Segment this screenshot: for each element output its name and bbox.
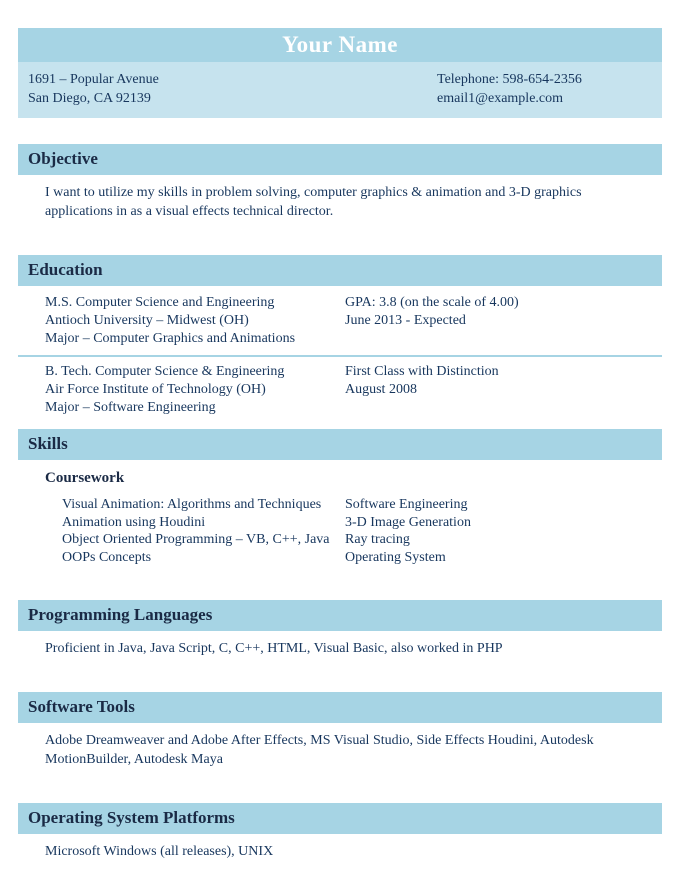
section-title: Programming Languages (28, 605, 213, 624)
section-title: Objective (28, 149, 98, 168)
skills-columns (18, 496, 662, 566)
os-platforms-body: Microsoft Windows (all releases), UNIX (45, 844, 274, 859)
skill-item: Operating System (345, 549, 446, 565)
edu-school: Air Force Institute of Technology (OH) (45, 382, 266, 397)
section-header-programming-languages (18, 600, 662, 631)
address-line-2: San Diego, CA 92139 (28, 91, 151, 106)
section-header-skills (18, 429, 662, 460)
edu-degree: B. Tech. Computer Science & Engineering (45, 364, 285, 379)
section-header-education (18, 255, 662, 286)
section-title: Skills (28, 434, 68, 453)
skill-item: Ray tracing (345, 532, 410, 547)
person-name: Your Name (282, 32, 398, 57)
skill-item: 3-D Image Generation (345, 514, 471, 530)
education-entry-1 (18, 294, 662, 348)
edu-date: June 2013 - Expected (345, 313, 466, 328)
edu-date: August 2008 (345, 382, 417, 397)
skill-item: Animation using Houdini (62, 514, 206, 530)
email: email1@example.com (437, 91, 564, 106)
programming-languages-body: Proficient in Java, Java Script, C, C++, HTML, Visual Basic, also worked in PHP (45, 641, 503, 656)
skills-left-column (62, 496, 345, 566)
objective-body: I want to utilize my skills in problem solving, computer graphics & animation and 3-D graphics applications in as a visual effects technical director. (45, 185, 582, 219)
education-entry-left (45, 294, 345, 348)
edu-degree: M.S. Computer Science and Engineering (45, 295, 275, 310)
edu-major: Major – Computer Graphics and Animations (45, 331, 296, 346)
skill-item: Software Engineering (345, 497, 468, 512)
education-entry-right (345, 363, 662, 417)
contact-phone-email (437, 70, 652, 108)
section-header-software-tools (18, 692, 662, 723)
name-band (18, 28, 662, 62)
section-header-os-platforms (18, 803, 662, 834)
skill-item: OOPs Concepts (62, 549, 152, 565)
skills-right-column (345, 496, 662, 566)
coursework-subheading: Coursework (45, 470, 125, 486)
section-title: Education (28, 260, 103, 279)
education-entry-2 (18, 363, 662, 417)
phone: Telephone: 598-654-2356 (437, 72, 582, 87)
section-title: Software Tools (28, 697, 135, 716)
edu-honors: First Class with Distinction (345, 364, 499, 379)
address-line-1: 1691 – Popular Avenue (28, 72, 159, 87)
skill-item: Visual Animation: Algorithms and Techniques (62, 497, 322, 512)
edu-gpa: GPA: 3.8 (on the scale of 4.00) (345, 295, 519, 310)
section-title: Operating System Platforms (28, 808, 235, 827)
education-entry-right (345, 294, 662, 348)
education-entry-left (45, 363, 345, 417)
education-divider (18, 355, 662, 357)
section-header-objective (18, 144, 662, 175)
contact-strip (18, 62, 662, 118)
software-tools-body: Adobe Dreamweaver and Adobe After Effects, MS Visual Studio, Side Effects Houdini, Autodesk MotionBuilder, Autodesk Maya (45, 733, 594, 767)
edu-school: Antioch University – Midwest (OH) (45, 313, 249, 328)
contact-address (28, 70, 159, 108)
skill-item: Object Oriented Programming – VB, C++, Java (62, 532, 330, 547)
edu-major: Major – Software Engineering (45, 400, 216, 415)
